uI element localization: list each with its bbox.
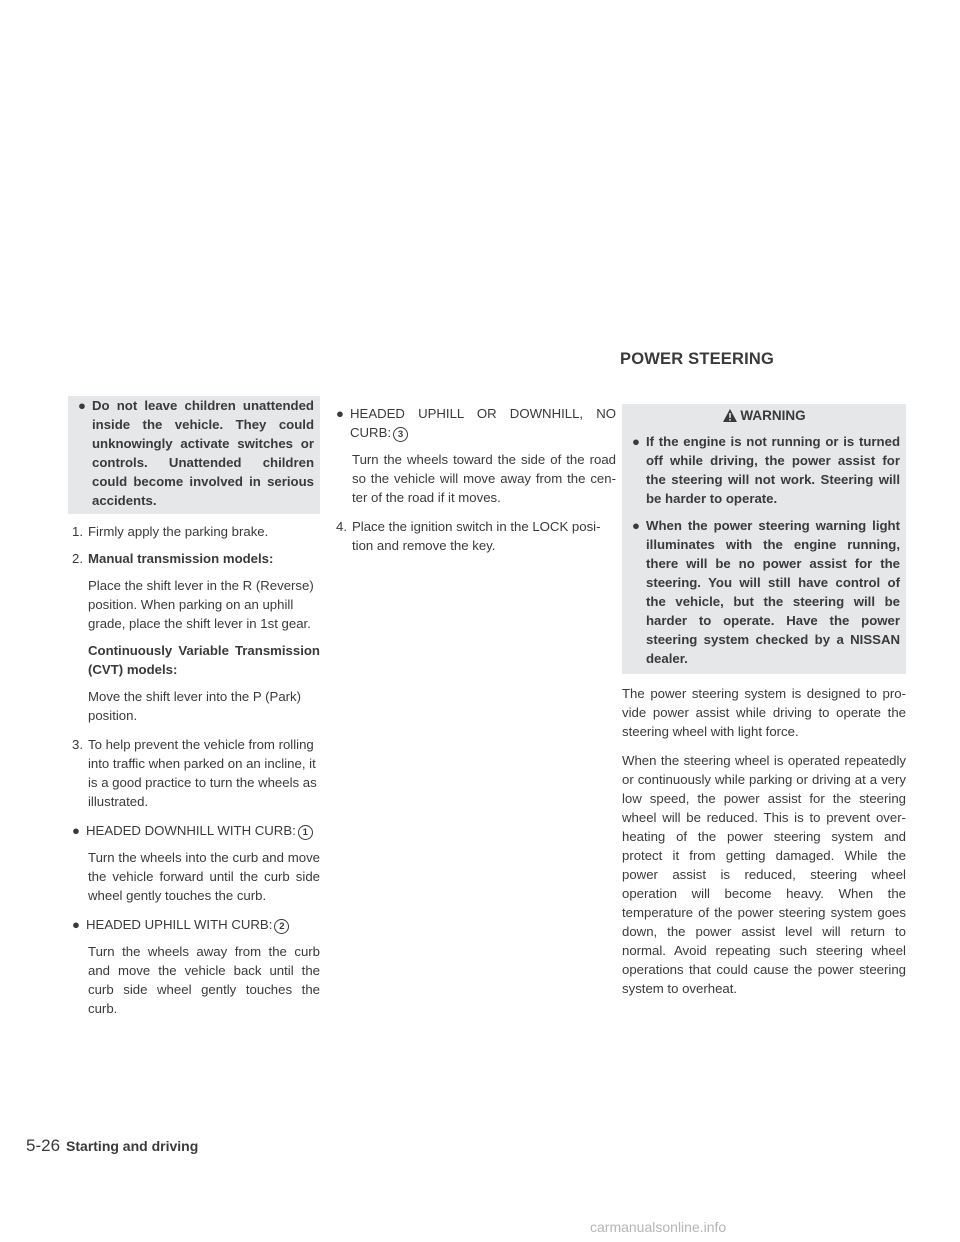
callout-2-icon: 2 [274,919,289,934]
warning-bullet-children: ● Do not leave children unattended inside the vehicle. They could unknowingly activate switches or controls. Unattended children could become involved in serious accidents. [78,398,314,508]
warning-bullet-light: ● When the power steering warning light illuminates with the engine running, there will be no power assist for the steering. You will still have control of the vehicle, but the steering will be harder to operate. Have the power steering system checked by a NISSAN dealer. [632,518,900,666]
bullet-icon: ● [632,518,640,533]
manual-text: Place the shift lever in the R (Reverse) position. When parking on an uphill grade, place the shift lever in 1st gear. [88,578,314,631]
bullet-downhill-curb: ● HEADED DOWNHILL WITH CURB: 1 [68,821,320,840]
callout-1-icon: 1 [298,825,313,840]
bullet-icon: ● [632,434,640,449]
section-heading: POWER STEERING [620,350,775,368]
step-2: 2. Manual transmission models: [72,551,274,566]
bullet-uphill-curb: ● HEADED UPHILL WITH CURB: 2 [68,915,320,934]
column-2 [332,404,616,555]
paragraph-overheat: When the steering wheel is operated repeatedly or continuously while parking or driving at a very low speed, the power assist for the steering wheel will be reduced. This is to prevent overheating of the power steering system and protect it from getting damaged. While the power assist is reduced, steering wheel operation will become heavy. When the temperature of the power steering system goes down, the power assist level will return to normal. Avoid repeating such steering wheel operations that could cause the power steering system to overheat. [622,753,906,996]
bullet-icon: ● [72,823,80,838]
warning-header [622,404,906,428]
page-number: 5-26 [26,1136,61,1155]
watermark: carmanualsonline.info [590,1219,727,1235]
step-1: 1. Firmly apply the parking brake. [72,524,269,539]
column-3 [622,404,906,998]
paragraph-design: The power steering system is designed to provide power assist while driving to operate the steering wheel with light force. [622,686,906,739]
bullet-icon: ● [78,398,86,413]
warning-body [622,428,906,674]
page-footer [26,1136,198,1156]
bullet-icon: ● [336,406,344,421]
warning-continuation [68,396,320,514]
bullet-no-curb: ● HEADED UPHILL OR DOWNHILL, NO CURB: 3 [336,406,616,440]
callout-3-icon: 3 [393,427,408,442]
warning-title: WARNING [740,408,806,423]
warning-triangle-icon [722,408,738,423]
step-3: 3. To help prevent the vehicle from rolling into traffic when parked on an incline, it is a good practice to turn the wheels as illustrated. [72,737,317,809]
downhill-curb-text: Turn the wheels into the curb and move the vehicle forward until the curb side wheel gently touches the curb. [88,850,320,903]
uphill-curb-text: Turn the wheels away from the curb and move the vehicle back until the curb side wheel gently touches the curb. [88,944,320,1016]
no-curb-text: Turn the wheels toward the side of the road so the vehicle will move away from the center of the road if it moves. [352,452,616,505]
cvt-label: Continuously Variable Transmission (CVT) models: [88,643,320,677]
column-1 [68,396,320,1018]
cvt-text: Move the shift lever into the P (Park) position. [88,689,302,723]
step-4: 4. Place the ignition switch in the LOCK position and remove the key. [336,519,601,553]
section-name: Starting and driving [66,1138,199,1154]
bullet-icon: ● [72,917,80,932]
warning-bullet-engine: ● If the engine is not running or is turned off while driving, the power assist for the steering will not work. Steering will be harder to operate. [632,434,900,506]
